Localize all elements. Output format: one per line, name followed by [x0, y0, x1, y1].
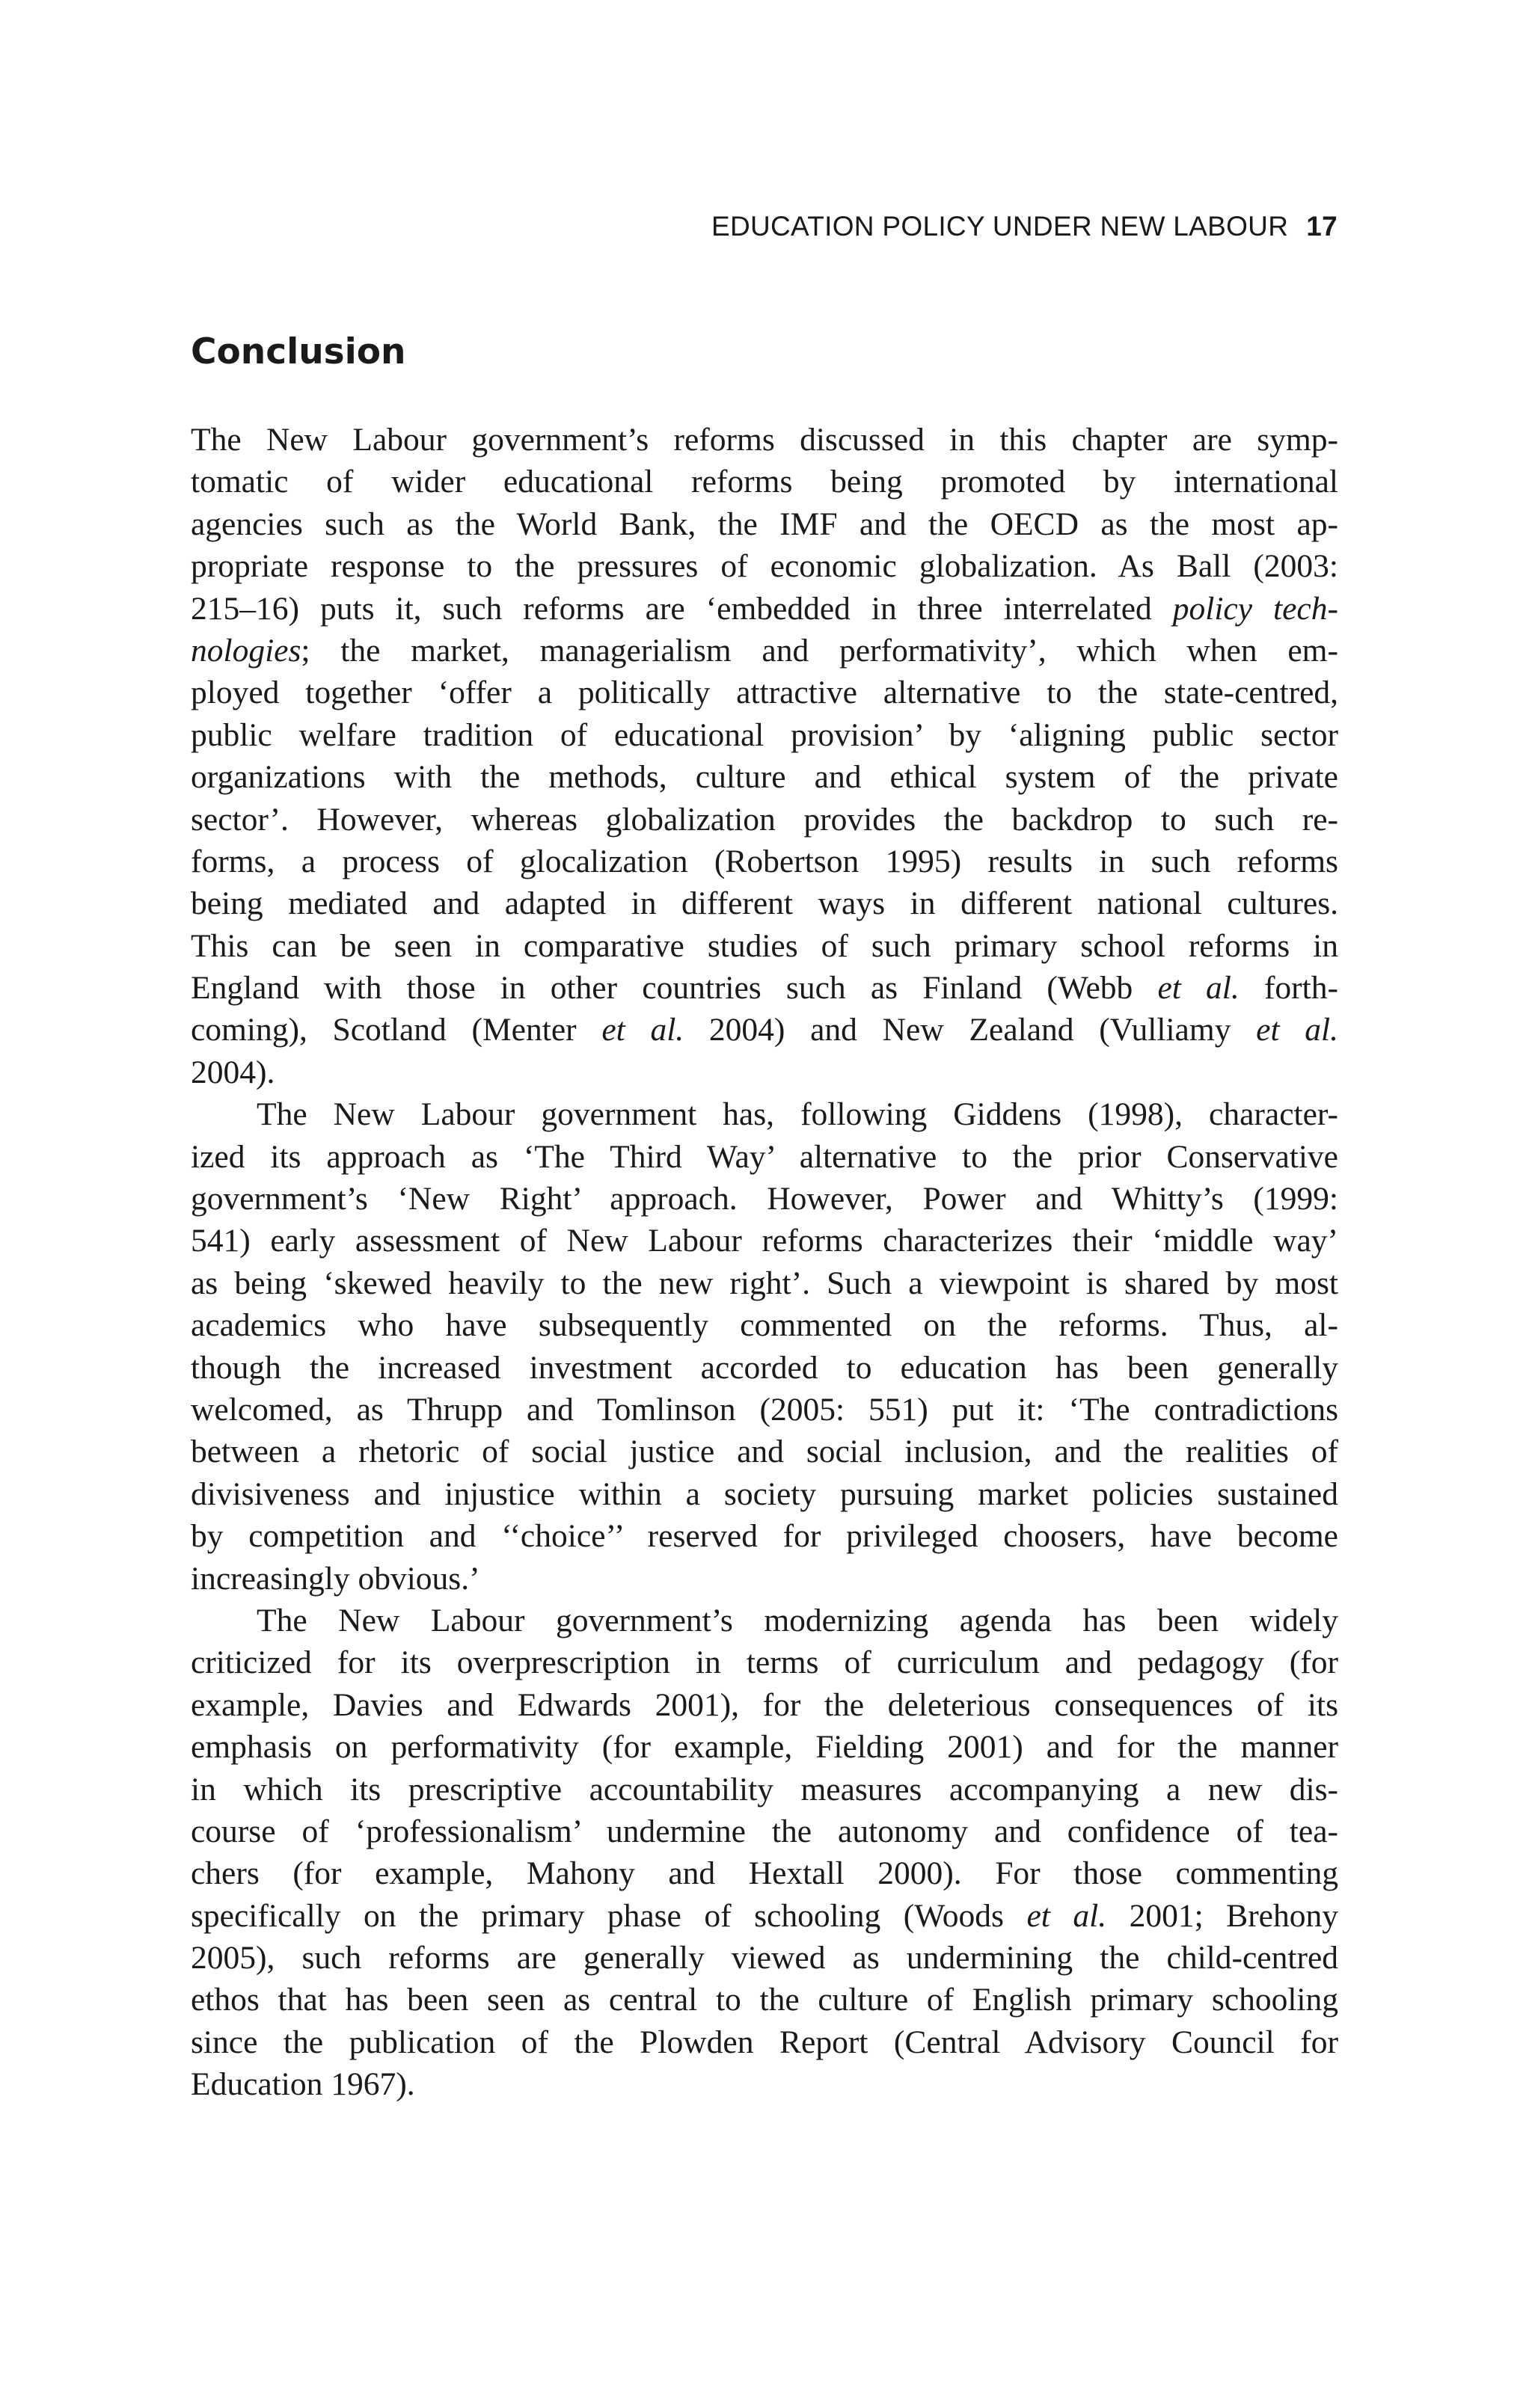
text-line: The New Labour government’s modernizing agenda has been widely: [257, 1602, 1338, 1638]
text-line: as being ‘skewed heavily to the new right’. Such a viewpoint is shared by most: [191, 1265, 1338, 1301]
text-line: The New Labour government’s reforms discussed in this chapter are symp-: [191, 422, 1338, 458]
text-line: ployed together ‘offer a politically attractive alternative to the state-centred,: [191, 675, 1338, 711]
text-line: being mediated and adapted in different ways in different national cultures.: [191, 885, 1338, 922]
page-number: 17: [1306, 211, 1338, 242]
text-line: nologies; the market, managerialism and performativity’, which when em-: [191, 632, 1338, 669]
text-line: agencies such as the World Bank, the IMF and the OECD as the most ap-: [191, 506, 1338, 542]
text-line: propriate response to the pressures of economic globalization. As Ball (2003:: [191, 548, 1338, 585]
text-line: welcomed, as Thrupp and Tomlinson (2005: 551) put it: ‘The contradictions: [191, 1391, 1338, 1428]
text-line: chers (for example, Mahony and Hextall 2000). For those commenting: [191, 1855, 1338, 1892]
text-line: sector’. However, whereas globalization provides the backdrop to such re-: [191, 801, 1338, 838]
body-text: [191, 419, 1338, 2106]
running-title: EDUCATION POLICY UNDER NEW LABOUR: [711, 211, 1289, 242]
text-line: academics who have subsequently commented on the reforms. Thus, al-: [191, 1307, 1338, 1344]
section-heading: Conclusion: [191, 331, 406, 372]
text-line: organizations with the methods, culture and ethical system of the private: [191, 759, 1338, 796]
text-line: government’s ‘New Right’ approach. However, Power and Whitty’s (1999:: [191, 1181, 1338, 1217]
text-line: increasingly obvious.’: [191, 1560, 480, 1597]
text-line: divisiveness and injustice within a society pursuing market policies sustained: [191, 1475, 1338, 1512]
text-line: coming), Scotland (Menter et al. 2004) and New Zealand (Vulliamy et al.: [191, 1012, 1338, 1048]
text-line: This can be seen in comparative studies of such primary school reforms in: [191, 927, 1338, 964]
text-line: between a rhetoric of social justice and social inclusion, and the realities of: [191, 1434, 1338, 1470]
text-line: 541) early assessment of New Labour reforms characterizes their ‘middle way’: [191, 1223, 1338, 1259]
text-line: specifically on the primary phase of schooling (Woods et al. 2001; Brehony: [191, 1897, 1338, 1934]
text-line: ethos that has been seen as central to the culture of English primary schooling: [191, 1982, 1338, 2018]
text-line: forms, a process of glocalization (Robertson 1995) results in such reforms: [191, 843, 1338, 879]
text-line: emphasis on performativity (for example, Fielding 2001) and for the manner: [191, 1729, 1338, 1766]
text-line: in which its prescriptive accountability measures accompanying a new dis-: [191, 1771, 1338, 1807]
running-header: [711, 211, 1338, 242]
text-line: 2004).: [191, 1054, 275, 1090]
text-line: by competition and ‘‘choice’’ reserved for privileged choosers, have become: [191, 1518, 1338, 1555]
text-line: 215–16) puts it, such reforms are ‘embedded in three interrelated policy tech-: [191, 590, 1338, 627]
text-line: example, Davies and Edwards 2001), for the deleterious consequences of its: [191, 1686, 1338, 1723]
text-line: England with those in other countries such as Finland (Webb et al. forth-: [191, 970, 1338, 1007]
text-line: Education 1967).: [191, 2066, 415, 2103]
text-line: tomatic of wider educational reforms being promoted by international: [191, 464, 1338, 500]
text-line: since the publication of the Plowden Report (Central Advisory Council for: [191, 2024, 1338, 2060]
text-line: The New Labour government has, following Giddens (1998), character-: [257, 1096, 1338, 1133]
paragraph-2: [191, 1093, 1338, 1600]
text-line: course of ‘professionalism’ undermine the autonomy and confidence of tea-: [191, 1813, 1338, 1849]
paragraph-3: [191, 1600, 1338, 2106]
paragraph-1: [191, 419, 1338, 1093]
text-line: ized its approach as ‘The Third Way’ alternative to the prior Conservative: [191, 1138, 1338, 1175]
text-line: though the increased investment accorded to education has been generally: [191, 1349, 1338, 1386]
text-line: public welfare tradition of educational provision’ by ‘aligning public sector: [191, 716, 1338, 753]
text-line: criticized for its overprescription in terms of curriculum and pedagogy (for: [191, 1644, 1338, 1681]
text-line: 2005), such reforms are generally viewed as undermining the child-centred: [191, 1940, 1338, 1977]
